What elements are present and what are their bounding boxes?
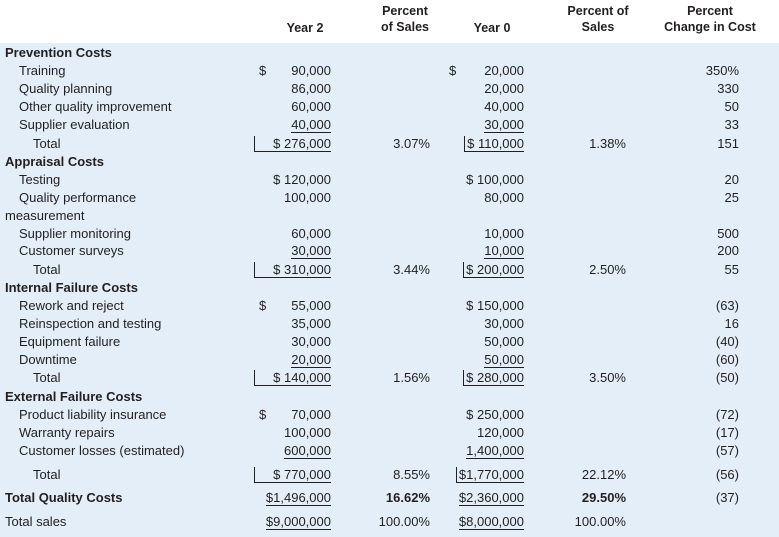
- percent-change: 33: [724, 117, 739, 132]
- total-quality-change: (37): [715, 490, 739, 505]
- line-item-label: Customer surveys: [19, 243, 124, 258]
- percent-of-sales-year2: 1.56%: [393, 370, 430, 385]
- year0-amount: 30,000: [484, 316, 524, 331]
- total-quality-year0: $2,360,000: [458, 490, 524, 505]
- year0-amount: 10,000: [484, 226, 524, 241]
- total-quality-year2: $1,496,000: [265, 490, 331, 505]
- year0-amount: 50,000: [484, 334, 524, 349]
- line-item-label: Supplier evaluation: [19, 117, 130, 132]
- line-item-label: Product liability insurance: [19, 407, 167, 422]
- year0-amount: $ 100,000: [466, 172, 524, 187]
- percent-of-sales-year2: 3.07%: [393, 136, 430, 151]
- total-sales-pct-year0: 100.00%: [574, 514, 626, 529]
- header-percent-of-sales-2: Percent of Sales: [567, 4, 629, 34]
- year0-amount: 1,400,000: [466, 443, 524, 458]
- year0-amount: 30,000: [484, 117, 524, 132]
- percent-change-total: 151: [717, 136, 739, 151]
- year2-amount: 40,000: [291, 117, 331, 132]
- year2-total: $ 276,000: [254, 136, 331, 152]
- total-sales-label: Total sales: [5, 514, 67, 529]
- section-total-label: Total: [33, 136, 61, 151]
- header-percent-of-sales-1: Percent of Sales: [381, 4, 429, 34]
- percent-change: 350%: [705, 63, 739, 78]
- line-item-label: Downtime: [19, 352, 77, 367]
- line-item-label: Testing: [19, 172, 61, 187]
- year0-amount: $ 250,000: [466, 407, 524, 422]
- percent-change: 500: [717, 226, 739, 241]
- year0-amount: 80,000: [484, 190, 524, 205]
- total-quality-pct-year2: 16.62%: [385, 490, 430, 505]
- year2-amount: 86,000: [291, 81, 331, 96]
- total-sales-pct-year2: 100.00%: [378, 514, 430, 529]
- year0-amount: 10,000: [484, 243, 524, 258]
- percent-of-sales-year0: 2.50%: [589, 262, 626, 277]
- percent-change: 25: [724, 190, 739, 205]
- percent-of-sales-year0: 1.38%: [589, 136, 626, 151]
- year0-total: $ 200,000: [463, 262, 524, 278]
- header-year0: Year 0: [473, 21, 511, 35]
- percent-of-sales-year0: 3.50%: [589, 370, 626, 385]
- line-item-label: Rework and reject: [19, 298, 124, 313]
- year2-total: $ 310,000: [254, 262, 331, 278]
- year2-dollar-sign: $: [259, 63, 267, 78]
- year2-amount: 100,000: [284, 425, 331, 440]
- year2-total: $ 140,000: [254, 370, 331, 386]
- line-item-label: Reinspection and testing: [19, 316, 162, 331]
- percent-change-total: 55: [724, 262, 739, 277]
- line-item-label: Training: [19, 63, 66, 78]
- year2-amount: 30,000: [291, 334, 331, 349]
- percent-change-total: (56): [715, 467, 739, 482]
- total-sales-year2: $9,000,000: [265, 514, 331, 529]
- year2-amount: 30,000: [291, 243, 331, 258]
- total-quality-costs-label: Total Quality Costs: [5, 490, 123, 505]
- line-item-label: Other quality improvement: [19, 99, 172, 114]
- percent-change: (63): [715, 298, 739, 313]
- year2-amount: 90,000: [291, 63, 331, 78]
- percent-change: 20: [724, 172, 739, 187]
- year0-total: $ 280,000: [463, 370, 524, 386]
- year0-amount: 120,000: [477, 425, 524, 440]
- line-item-label: Customer losses (estimated): [19, 443, 185, 458]
- line-item-label: Supplier monitoring: [19, 226, 132, 241]
- year2-amount: 600,000: [284, 443, 331, 458]
- year0-amount: 20,000: [484, 81, 524, 96]
- line-item-label-continued: measurement: [5, 208, 85, 223]
- year0-total: $ 110,000: [464, 136, 524, 152]
- year0-dollar-sign: $: [449, 63, 457, 78]
- percent-change-total: (50): [715, 370, 739, 385]
- percent-of-sales-year2: 8.55%: [393, 467, 430, 482]
- year2-total: $ 770,000: [254, 467, 331, 483]
- year2-dollar-sign: $: [259, 298, 267, 313]
- line-item-label: Quality performance: [19, 190, 137, 205]
- year2-amount: 60,000: [291, 226, 331, 241]
- header-percent-change: Percent Change in Cost: [664, 4, 756, 34]
- section-title-prevention: Prevention Costs: [5, 45, 112, 60]
- year2-amount: 55,000: [291, 298, 331, 313]
- percent-of-sales-year2: 3.44%: [393, 262, 430, 277]
- year0-total: $1,770,000: [456, 467, 524, 483]
- percent-change: 200: [717, 243, 739, 258]
- year0-amount: 20,000: [484, 63, 524, 78]
- year2-amount: 70,000: [291, 407, 331, 422]
- percent-change: (72): [715, 407, 739, 422]
- year2-amount: 35,000: [291, 316, 331, 331]
- section-total-label: Total: [33, 370, 61, 385]
- percent-of-sales-year0: 22.12%: [581, 467, 626, 482]
- year0-amount: 50,000: [484, 352, 524, 367]
- year2-amount: 100,000: [284, 190, 331, 205]
- percent-change: 16: [724, 316, 739, 331]
- section-total-label: Total: [33, 467, 61, 482]
- percent-change: (40): [715, 334, 739, 349]
- line-item-label: Quality planning: [19, 81, 113, 96]
- total-sales-year0: $8,000,000: [458, 514, 524, 529]
- year0-amount: $ 150,000: [466, 298, 524, 313]
- year2-amount: $ 120,000: [273, 172, 331, 187]
- percent-change: (57): [715, 443, 739, 458]
- year2-amount: 60,000: [291, 99, 331, 114]
- section-title-internal: Internal Failure Costs: [5, 280, 138, 295]
- year2-amount: 20,000: [291, 352, 331, 367]
- section-title-external: External Failure Costs: [5, 389, 143, 404]
- percent-change: 330: [717, 81, 739, 96]
- line-item-label: Warranty repairs: [19, 425, 115, 440]
- total-quality-pct-year0: 29.50%: [581, 490, 626, 505]
- percent-change: 50: [724, 99, 739, 114]
- line-item-label: Equipment failure: [19, 334, 121, 349]
- percent-change: (60): [715, 352, 739, 367]
- section-title-appraisal: Appraisal Costs: [5, 154, 104, 169]
- header-year2: Year 2: [286, 21, 324, 35]
- year0-amount: 40,000: [484, 99, 524, 114]
- percent-change: (17): [715, 425, 739, 440]
- year2-dollar-sign: $: [259, 407, 267, 422]
- section-total-label: Total: [33, 262, 61, 277]
